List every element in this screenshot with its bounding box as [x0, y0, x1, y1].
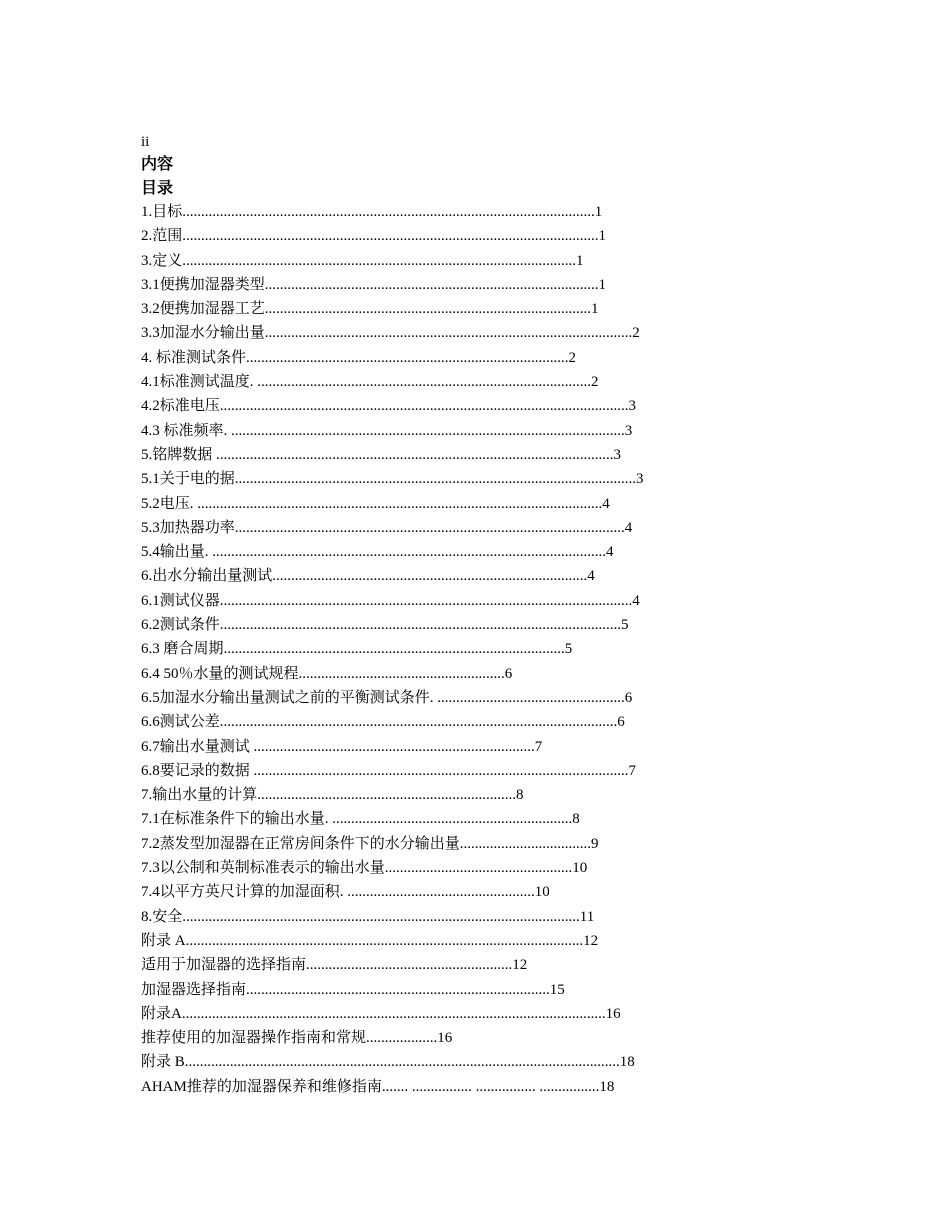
toc-entry[interactable] — [141, 370, 821, 394]
toc-entry-leader: ......................................................................................... — [257, 374, 592, 391]
toc-entry[interactable] — [141, 613, 821, 637]
toc-entry-leader: .................................................................................... — [272, 568, 588, 585]
toc-entry[interactable] — [141, 905, 821, 929]
toc-entry[interactable] — [141, 516, 821, 540]
toc-entry[interactable] — [141, 686, 821, 710]
toc-entry-leader: .............................................................................................................. — [219, 592, 633, 609]
toc-heading: 目录 — [141, 178, 174, 197]
toc-entry-page: 10 — [534, 884, 550, 901]
toc-entry[interactable] — [141, 1026, 821, 1050]
toc-entry-title: 7.4以平方英尺计算的加湿面积. — [141, 884, 348, 901]
toc-entry-leader: ................... — [366, 1030, 438, 1047]
toc-entry-page: 3 — [624, 422, 633, 439]
toc-entry-leader: ......................................................................................................... — [182, 252, 577, 269]
toc-entry[interactable] — [141, 783, 821, 807]
toc-entry-leader: .................................................................................................................... — [184, 1054, 620, 1071]
toc-entry[interactable] — [141, 589, 821, 613]
toc-entry-leader: ....................................................................................... — [264, 301, 592, 318]
toc-entry[interactable] — [141, 492, 821, 516]
toc-entry-page: 10 — [572, 860, 588, 877]
toc-entry-leader: ................................................................ — [332, 811, 573, 828]
toc-entry-page: 5 — [564, 641, 573, 658]
toc-entry-title: AHAM推荐的加湿器保养和维修指南 — [141, 1078, 382, 1095]
toc-entry[interactable] — [141, 978, 821, 1002]
toc-entry-title: 2.范围 — [141, 228, 183, 245]
toc-entry-title: 加湿器选择指南 — [141, 981, 247, 998]
toc-entry[interactable] — [141, 929, 821, 953]
toc-entry-page: 4 — [602, 495, 610, 512]
toc-entry-title: 适用于加湿器的选择指南 — [141, 957, 307, 974]
toc-entry-leader: .......................................................................................................... — [185, 932, 584, 949]
toc-entry-page: 12 — [512, 957, 528, 974]
toc-entry[interactable] — [141, 200, 821, 224]
toc-entry[interactable] — [141, 832, 821, 856]
toc-entry-page: 1 — [598, 228, 607, 245]
toc-entry-page: 6 — [624, 689, 633, 706]
toc-entry-title: 6.出水分输出量测试 — [141, 568, 273, 585]
toc-entry-title: 附录 A — [141, 932, 186, 949]
toc-entry-title: 4.2标准电压 — [141, 398, 220, 415]
toc-entry[interactable] — [141, 297, 821, 321]
toc-entry[interactable] — [141, 467, 821, 491]
toc-entry-title: 附录 B — [141, 1054, 185, 1071]
toc-entry-page: 1 — [591, 301, 599, 318]
toc-entry-title: 3.3加湿水分输出量 — [141, 325, 265, 342]
toc-entry[interactable] — [141, 1002, 821, 1026]
toc-list — [141, 200, 821, 1099]
toc-entry[interactable] — [141, 321, 821, 345]
toc-entry-title: 5.3加热器功率 — [141, 519, 235, 536]
toc-entry-leader: ......................................................................................................... — [231, 422, 625, 439]
toc-entry[interactable] — [141, 346, 821, 370]
toc-entry-leader: .................................................. — [384, 860, 573, 877]
toc-entry-leader: ........................................................................................................ — [234, 519, 625, 536]
toc-entry-page: 3 — [613, 446, 622, 463]
toc-entry-leader: ............................................................................................................... — [182, 228, 599, 245]
contents-heading: 内容 — [141, 154, 174, 173]
toc-entry[interactable] — [141, 662, 821, 686]
toc-entry-title: 5.4输出量. — [141, 544, 213, 561]
toc-entry-title: 6.7输出水量测试 — [141, 738, 254, 755]
toc-entry-title: 6.2测试条件 — [141, 617, 220, 634]
toc-entry[interactable] — [141, 759, 821, 783]
toc-entry-leader: .................................................................................................. — [264, 325, 633, 342]
toc-entry[interactable] — [141, 953, 821, 977]
toc-entry-title: 附录A — [141, 1005, 182, 1022]
toc-entry-page: 4 — [606, 544, 614, 561]
toc-entry-title: 3.定义 — [141, 252, 183, 269]
toc-entry-leader: .................................................. — [437, 689, 625, 706]
toc-entry[interactable] — [141, 224, 821, 248]
toc-entry-page: 15 — [549, 981, 565, 998]
toc-entry[interactable] — [141, 710, 821, 734]
toc-entry-page: 7 — [628, 762, 637, 779]
toc-entry[interactable] — [141, 564, 821, 588]
toc-entry-title: 4.1标准测试温度. — [141, 374, 258, 391]
toc-entry[interactable] — [141, 443, 821, 467]
toc-entry-leader: ..................................................................... — [257, 787, 517, 804]
toc-entry-leader: ...................................................................................... — [246, 349, 569, 366]
toc-entry-title: 7.1在标准条件下的输出水量. — [141, 811, 333, 828]
toc-entry[interactable] — [141, 419, 821, 443]
toc-entry[interactable] — [141, 1050, 821, 1074]
toc-entry-page: 16 — [437, 1030, 453, 1047]
toc-entry-leader: ....................................................... — [298, 665, 505, 682]
toc-entry-page: 7 — [534, 738, 543, 755]
toc-entry-leader: ......................................................................................... — [264, 276, 599, 293]
toc-entry-title: 6.3 磨合周期 — [141, 641, 224, 658]
toc-entry-page: 11 — [579, 908, 595, 925]
toc-entry-leader: .......................................................................................................... — [219, 714, 618, 731]
toc-entry-leader: ........................................................................................................... — [219, 617, 622, 634]
toc-entry-page: 3 — [628, 398, 637, 415]
toc-entry-leader: .......................................................................................................... — [216, 446, 614, 463]
toc-entry-page: 6 — [617, 714, 625, 731]
toc-entry-leader: .......................................................................................................... — [182, 908, 580, 925]
toc-entry-title: 7.2蒸发型加湿器在正常房间条件下的水分输出量 — [141, 835, 460, 852]
toc-entry-leader: ......................................................................................................... — [212, 544, 607, 561]
toc-entry-page: 4 — [632, 592, 640, 609]
toc-entry-page: 6 — [504, 665, 513, 682]
toc-entry-leader: ........................................................................... — [253, 738, 535, 755]
toc-entry-page: 16 — [605, 1005, 621, 1022]
toc-entry-title: 4.3 标准频率. — [141, 422, 232, 439]
toc-entry-page: 18 — [619, 1054, 635, 1071]
toc-entry-title: 6.5加湿水分输出量测试之前的平衡测试条件. — [141, 689, 438, 706]
toc-entry-leader: ....................................................... — [306, 957, 513, 974]
toc-entry-page: 3 — [636, 471, 644, 488]
toc-entry-title: 推荐使用的加湿器操作指南和常规 — [141, 1030, 367, 1047]
toc-entry-leader: ................................................................................. — [246, 981, 550, 998]
toc-entry[interactable] — [141, 394, 821, 418]
toc-entry-page: 12 — [583, 932, 599, 949]
toc-entry-leader: ................................................................................................................. — [181, 1005, 606, 1022]
toc-entry-title: 6.4 50％水量的测试规程 — [141, 665, 299, 682]
toc-entry-title: 7.3以公制和英制标准表示的输出水量 — [141, 860, 385, 877]
toc-entry-title: 5.铭牌数据 — [141, 446, 217, 463]
toc-entry-leader: ............................................................................................................. — [219, 398, 629, 415]
toc-entry[interactable] — [141, 735, 821, 759]
toc-entry-title: 6.6测试公差 — [141, 714, 220, 731]
toc-entry-page: 8 — [572, 811, 580, 828]
toc-entry-title: 3.2便携加湿器工艺 — [141, 301, 265, 318]
toc-entry-page: 4 — [587, 568, 595, 585]
toc-entry-title: 6.8要记录的数据 — [141, 762, 254, 779]
toc-entry-leader: ........................................................................................................... — [234, 471, 637, 488]
toc-entry-page: 8 — [516, 787, 524, 804]
toc-entry-title: 5.1关于电的据 — [141, 471, 235, 488]
toc-entry[interactable] — [141, 880, 821, 904]
toc-entry-title: 1.目标 — [141, 204, 183, 220]
toc-entry-title: 8.安全 — [141, 908, 183, 925]
toc-entry-leader: ................................... — [459, 835, 592, 852]
toc-entry-page: 5 — [621, 617, 629, 634]
toc-entry-page: 1 — [576, 252, 584, 269]
toc-entry-title: 7.输出水量的计算 — [141, 787, 258, 804]
toc-entry[interactable] — [141, 249, 821, 273]
toc-entry-page: 2 — [591, 374, 599, 391]
toc-page — [141, 132, 821, 1099]
toc-entry-page: 4 — [624, 519, 633, 536]
toc-entry-leader: ............................................................................................................ — [197, 495, 603, 512]
toc-entry-page: 1 — [594, 204, 603, 220]
toc-entry-title: 3.1便携加湿器类型 — [141, 276, 265, 293]
toc-entry-page: 9 — [591, 835, 599, 852]
toc-entry-title: 5.2电压. — [141, 495, 198, 512]
toc-entry[interactable] — [141, 637, 821, 661]
toc-entry-page: 1 — [598, 276, 607, 293]
toc-entry-page: 2 — [568, 349, 577, 366]
toc-entry-leader: ....... ................ ................ ................ — [381, 1078, 600, 1095]
toc-entry-leader: .............................................................................................................. — [182, 204, 595, 220]
page-number: ii — [141, 134, 150, 150]
toc-entry[interactable] — [141, 273, 821, 297]
toc-entry[interactable] — [141, 807, 821, 831]
toc-entry-page: 18 — [599, 1078, 615, 1095]
toc-entry[interactable] — [141, 856, 821, 880]
toc-entry-page: 2 — [632, 325, 640, 342]
toc-entry-title: 6.1测试仪器 — [141, 592, 220, 609]
toc-entry-leader: .................................................. — [347, 884, 535, 901]
toc-entry-leader: ........................................................................................... — [223, 641, 565, 658]
toc-entry-leader: .................................................................................................... — [253, 762, 629, 779]
toc-entry[interactable] — [141, 540, 821, 564]
toc-entry-title: 4. 标准测试条件 — [141, 349, 247, 366]
toc-entry[interactable] — [141, 1075, 821, 1099]
